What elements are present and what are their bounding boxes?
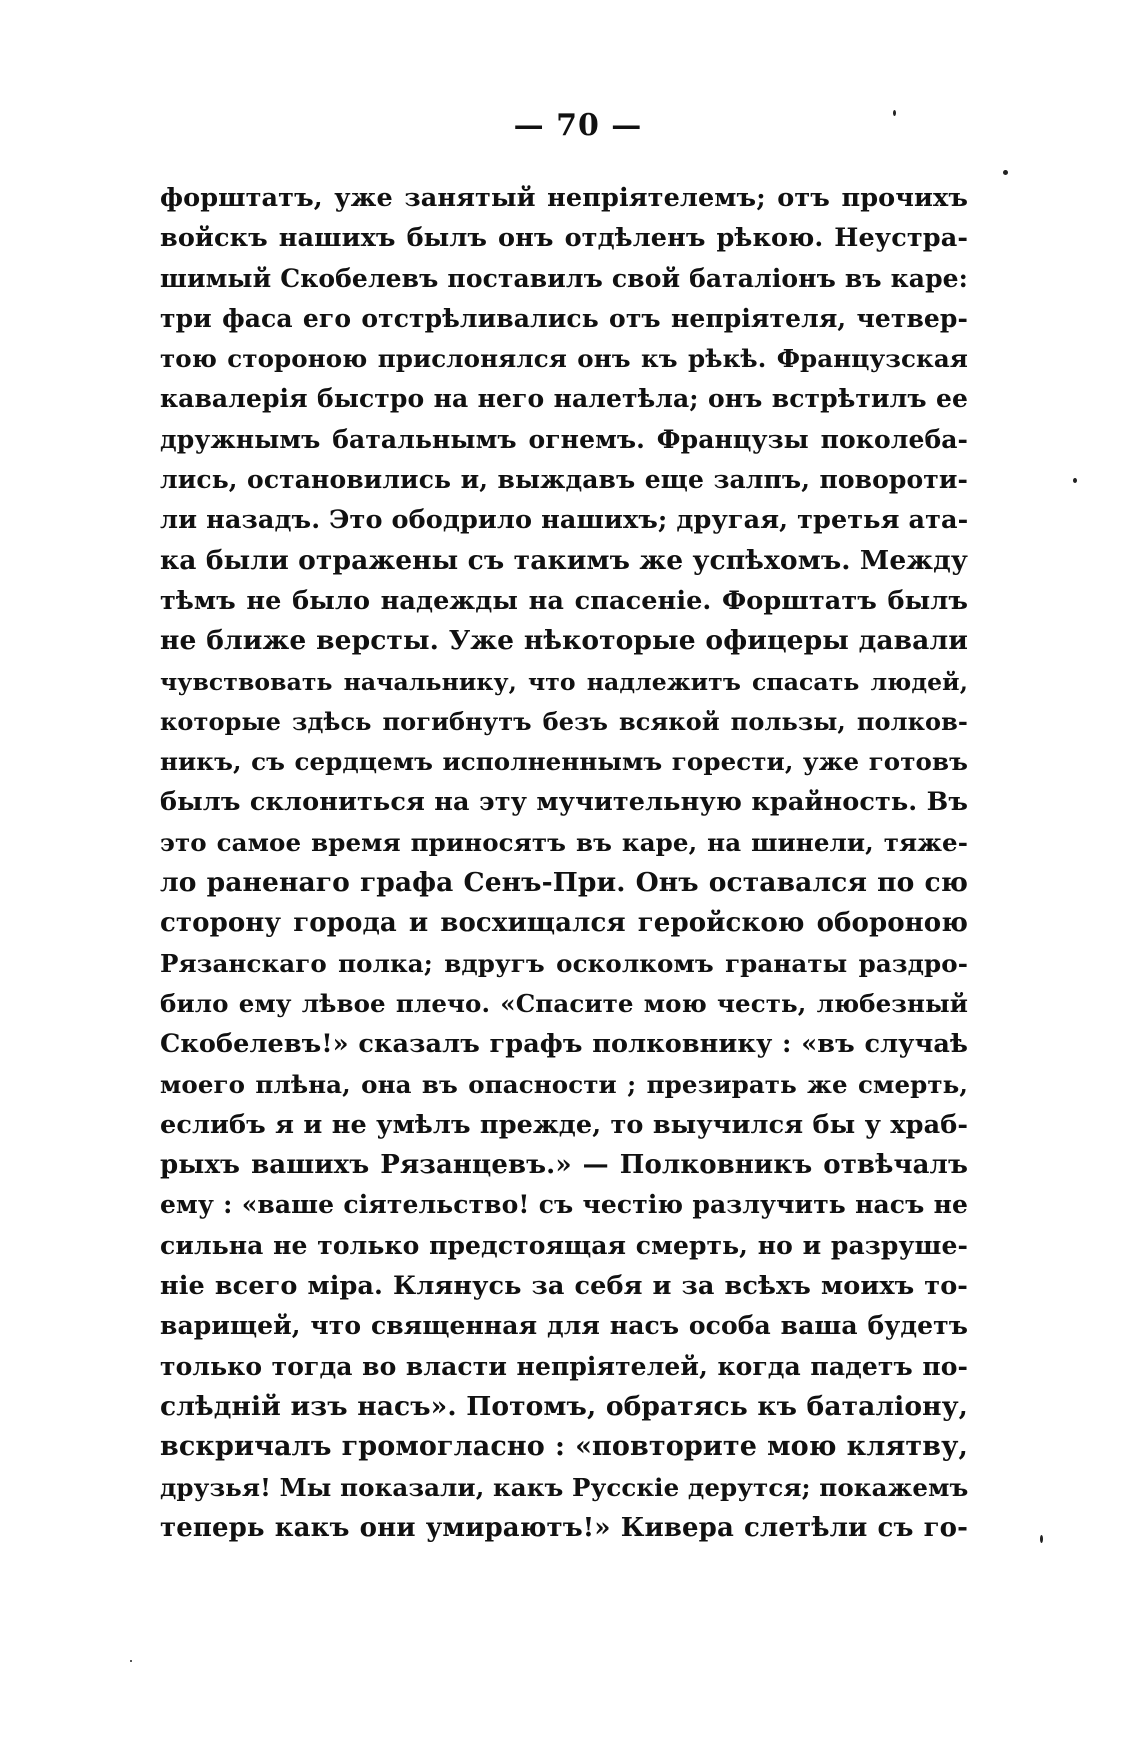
text-line: рыхъ вашихъ Рязанцевъ.» — Полковникъ отвѣчалъ — [160, 1150, 968, 1181]
text-line: било ему лѣвое плечо. «Спасите мою честь, любезный — [160, 988, 968, 1018]
text-line: слѣдній изъ насъ». Потомъ, обратясь къ баталіону, — [160, 1390, 968, 1422]
scan-speck — [893, 110, 896, 116]
text-line: никъ, съ сердцемъ исполненнымъ горести, уже готовъ — [160, 747, 968, 777]
text-line: три фаса его отстрѣливались отъ непріятеля, четвер- — [160, 303, 968, 333]
text-line: ло раненаго графа Сенъ-При. Онъ оставался по сю — [160, 867, 968, 899]
text-line: не ближе версты. Уже нѣкоторые офицеры давали — [160, 625, 968, 657]
scan-speck — [1040, 1535, 1043, 1543]
text-line: чувствовать начальнику, что надлежитъ спасать людей, — [160, 667, 968, 696]
text-line: Скобелевъ!» сказалъ графъ полковнику : «въ случаѣ — [160, 1029, 968, 1060]
text-line: ніе всего міра. Клянусь за себя и за всѣхъ моихъ то- — [160, 1271, 968, 1302]
text-line: это самое время приносятъ въ каре, на шинели, тяже- — [160, 827, 968, 857]
page-number: — 70 — — [513, 108, 643, 143]
body-text — [160, 178, 968, 1548]
text-line: войскъ нашихъ былъ онъ отдѣленъ рѣкою. Неустра- — [160, 223, 968, 254]
text-line: лись, остановились и, выждавъ еще залпъ, повороти- — [160, 465, 968, 495]
text-line: друзья! Мы показали, какъ Русскіе дерутся; покажемъ — [160, 1472, 969, 1502]
text-line: сильна не только предстоящая смерть, но и разруше- — [160, 1230, 968, 1260]
text-line: тѣмъ не было надежды на спасеніе. Форштатъ былъ — [160, 585, 968, 616]
text-line: шимый Скобелевъ поставилъ свой баталіонъ въ каре: — [160, 263, 968, 293]
text-line: варищей, что священная для насъ особа ваша будетъ — [160, 1311, 968, 1341]
text-line: Рязанскаго полка; вдругъ осколкомъ гранаты раздро- — [160, 948, 968, 978]
text-line: ему : «ваше сіятельство! съ честію разлучить насъ не — [160, 1190, 968, 1220]
scan-speck — [1003, 170, 1008, 175]
text-line: кавалерія быстро на него налетѣла; онъ встрѣтилъ ее — [160, 384, 968, 414]
text-line: ка были отражены съ такимъ же успѣхомъ. Между — [160, 544, 968, 576]
text-line: только тогда во власти непріятелей, когда падетъ по- — [160, 1351, 968, 1381]
text-line: еслибъ я и не умѣлъ прежде, то выучился бы у храб- — [160, 1109, 968, 1140]
text-line: форштатъ, уже занятый непріятелемъ; отъ прочихъ — [160, 183, 968, 213]
text-line: дружнымъ батальнымъ огнемъ. Французы поколеба- — [160, 424, 968, 454]
text-line: моего плѣна, она въ опасности ; презирать же смерть, — [160, 1069, 968, 1099]
text-line: былъ склониться на эту мучительную крайность. Въ — [160, 787, 968, 818]
scan-speck — [130, 1660, 132, 1662]
text-line: тою стороною прислонялся онъ къ рѣкѣ. Французская — [160, 344, 968, 374]
text-line: вскричалъ громогласно : «повторите мою клятву, — [160, 1431, 968, 1463]
scan-speck — [1073, 478, 1077, 483]
text-line: сторону города и восхищался геройскою обороною — [160, 908, 968, 939]
text-line: ли назадъ. Это ободрило нашихъ; другая, третья ата- — [160, 505, 969, 536]
text-line: которые здѣсь погибнутъ безъ всякой пользы, полков- — [160, 706, 968, 736]
text-line: теперь какъ они умираютъ!» Кивера слетѣли съ го- — [160, 1512, 968, 1543]
